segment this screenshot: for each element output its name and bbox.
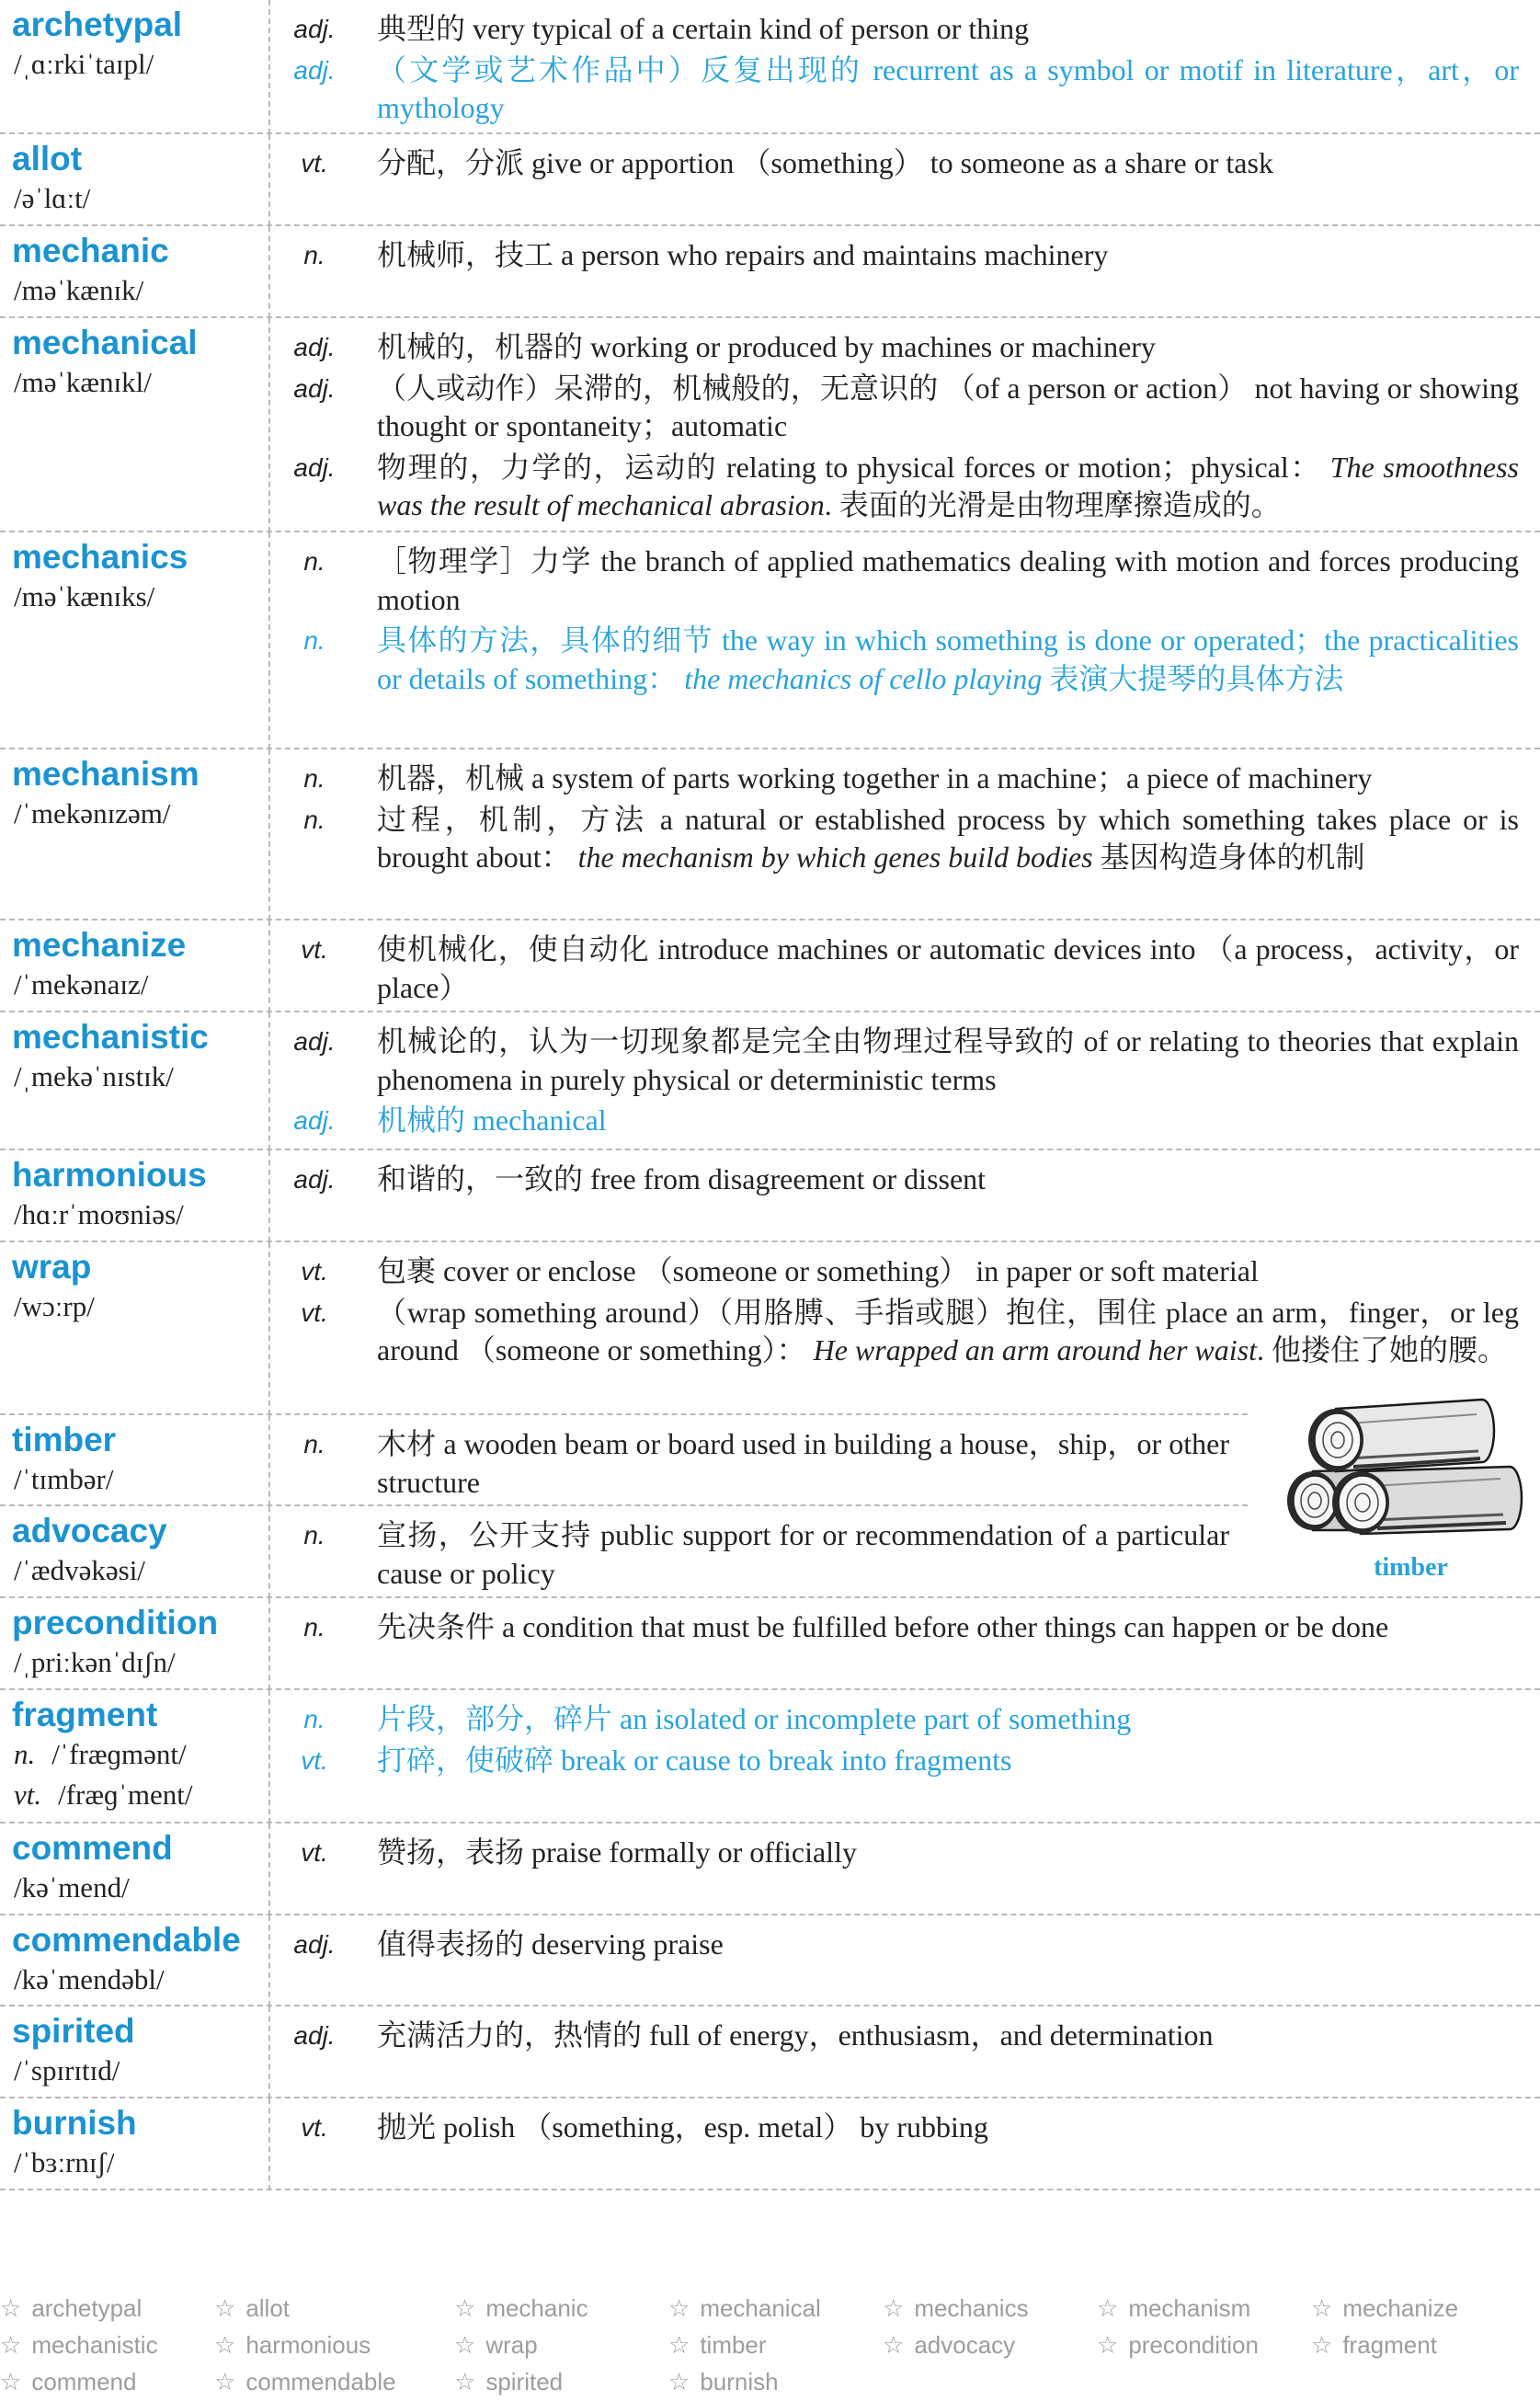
headword-cell	[0, 226, 270, 318]
definition-text: 先决条件 a condition that must be fulfilled before other things can happen or be done	[377, 1610, 1389, 1643]
part-of-speech: n.	[303, 1613, 325, 1641]
sense	[279, 1700, 1519, 1739]
definition-text: 抛光 polish （something，esp. metal） by rubbing	[377, 2110, 988, 2144]
star-icon	[454, 2294, 485, 2322]
entry-precondition	[0, 1598, 1540, 1690]
star-icon	[454, 2331, 485, 2359]
sense	[279, 449, 1519, 525]
definition-text: （wrap something around）（用胳膊、手指或腿）抱住，围住 place an arm，finger，or leg around （someone or something）：	[377, 1295, 1519, 1366]
definition	[377, 1102, 1519, 1140]
definition-text: 机械的 mechanical	[377, 1103, 607, 1137]
pronunciation-ipa: /ˌmekəˈnɪstɪk/	[14, 1060, 174, 1092]
word-list-word: mechanize	[1342, 2294, 1459, 2322]
word-list-item	[1311, 2327, 1540, 2363]
sense	[279, 2109, 1519, 2147]
sense	[279, 1608, 1519, 1647]
example-sentence: The smoothness was the result of mechanical abrasion	[377, 450, 1519, 521]
headword-cell	[0, 318, 270, 532]
word-list-word: allot	[245, 2294, 291, 2322]
headword-cell	[0, 1506, 270, 1598]
pronunciation-pos: n.	[14, 1738, 36, 1770]
sense	[279, 1834, 1519, 1872]
part-of-speech: vt.	[301, 1745, 328, 1775]
definition	[377, 449, 1519, 525]
definition	[377, 1926, 1519, 1964]
headword: mechanical	[12, 324, 198, 361]
pronunciation	[12, 1459, 268, 1500]
entry-mechanism	[0, 749, 1540, 920]
sense	[279, 1294, 1519, 1370]
pronunciation-ipa: /kəˈmend/	[14, 1871, 130, 1904]
entry-mechanize	[0, 920, 1540, 1012]
pronunciation	[12, 2051, 268, 2091]
part-of-speech: vt.	[301, 1838, 328, 1867]
word-list-item	[1311, 2290, 1540, 2327]
sense-list	[270, 920, 1540, 1012]
headword: commend	[12, 1829, 173, 1867]
definition-text: 和谐的，一致的 free from disagreement or dissent	[377, 1162, 987, 1195]
pronunciation-ipa: /ˈmekənɪzəm/	[14, 797, 171, 829]
sense	[279, 1160, 1519, 1199]
definition-text: 具体的方法，具体的细节 the way in which something is done or operated；the practicalities or details of something：	[377, 623, 1519, 695]
pronunciation-ipa: /məˈkænɪk/	[14, 274, 144, 306]
sense-list	[270, 134, 1540, 226]
word-list-item	[214, 2363, 454, 2400]
headword: mechanics	[12, 538, 188, 576]
pronunciation-ipa: /ˌɑːrkiˈtaɪpl/	[14, 48, 154, 80]
word-list-item	[883, 2290, 1097, 2327]
part-of-speech: n.	[303, 547, 325, 576]
sense-list	[270, 226, 1540, 318]
definition-text: 过程，机制，方法 a natural or established process by which something takes place or is brought about：	[377, 802, 1519, 874]
sense-list	[270, 2007, 1540, 2098]
sense-list	[270, 532, 1540, 749]
pronunciation	[12, 2143, 268, 2183]
entry-harmonious	[0, 1150, 1540, 1242]
headword: mechanism	[12, 755, 200, 793]
part-of-speech: n.	[303, 764, 325, 793]
pronunciation	[12, 44, 268, 85]
sense-list	[270, 749, 1540, 920]
definition	[377, 1294, 1519, 1370]
pronunciation-ipa: /ˈmekənaɪz/	[14, 968, 149, 1000]
star-icon	[1097, 2294, 1128, 2322]
sense	[279, 931, 1519, 1007]
star-icon	[1097, 2331, 1128, 2359]
star-icon	[668, 2368, 700, 2395]
example-sentence: the mechanics of cello playing	[684, 661, 1043, 695]
headword-cell	[0, 134, 270, 226]
pronunciation-ipa: /ˈfræɡmənt/	[51, 1738, 187, 1770]
entry-burnish	[0, 2098, 1540, 2190]
headword: allot	[12, 140, 83, 177]
pronunciation	[12, 1960, 268, 2000]
sense	[279, 1023, 1519, 1099]
definition-text: ［物理学］力学 the branch of applied mathematics dealing with motion and forces producing motion	[377, 544, 1519, 616]
word-list-word: archetypal	[31, 2294, 143, 2322]
star-icon	[883, 2294, 914, 2322]
word-list-item	[0, 2290, 214, 2327]
word-review-list	[0, 2290, 1540, 2400]
pronunciation	[12, 1734, 268, 1775]
entry-commendable	[0, 1915, 1540, 2007]
word-list-word: harmonious	[245, 2331, 371, 2359]
entry-mechanics	[0, 532, 1540, 749]
headword: burnish	[12, 2104, 137, 2142]
word-list-word: commendable	[245, 2368, 396, 2395]
word-list-item	[454, 2290, 668, 2327]
star-icon	[214, 2368, 245, 2395]
definition-text: 机器，机械 a system of parts working together in a machine；a piece of machinery	[377, 761, 1373, 795]
part-of-speech: adj.	[293, 452, 336, 482]
star-icon	[0, 2294, 31, 2322]
definition	[377, 236, 1519, 275]
pronunciation	[12, 1775, 268, 1815]
word-list-item	[0, 2363, 214, 2400]
definition-text: 机械师，技工 a person who repairs and maintains machinery	[377, 238, 1109, 271]
part-of-speech: n.	[303, 626, 325, 655]
star-icon	[214, 2331, 245, 2359]
definition	[377, 2017, 1519, 2055]
headword-cell	[0, 1150, 270, 1242]
word-list-item	[214, 2327, 454, 2363]
headword: advocacy	[12, 1512, 167, 1549]
headword-cell	[0, 1690, 270, 1824]
sense-list	[270, 1242, 1540, 1415]
sense-list	[270, 2098, 1540, 2190]
word-list-item	[454, 2327, 668, 2363]
example-sentence: the mechanism by which genes build bodies	[577, 840, 1093, 874]
part-of-speech: n.	[303, 1705, 325, 1733]
part-of-speech: adj.	[293, 1930, 336, 1959]
headword-cell	[0, 749, 270, 920]
sense	[279, 1926, 1519, 1964]
sense	[279, 2017, 1519, 2055]
headword: spirited	[12, 2012, 135, 2050]
pronunciation-ipa: /məˈkænɪkl/	[14, 366, 152, 398]
star-icon	[214, 2294, 245, 2322]
sense-list	[270, 318, 1540, 532]
pronunciation	[12, 577, 268, 617]
entry-mechanical	[0, 318, 1540, 532]
word-list-word: commend	[31, 2368, 137, 2395]
pronunciation-ipa: /ˈspɪrɪtɪd/	[14, 2054, 120, 2087]
headword-cell	[0, 1598, 270, 1690]
pronunciation	[12, 794, 268, 834]
entry-mechanistic	[0, 1012, 1540, 1150]
part-of-speech: n.	[303, 241, 325, 269]
star-icon	[454, 2368, 485, 2395]
headword: mechanize	[12, 926, 187, 964]
pronunciation	[12, 1868, 268, 1908]
part-of-speech: adj.	[293, 15, 336, 43]
definition-text: . 他搂住了她的腰。	[1256, 1333, 1507, 1366]
headword-cell	[0, 1242, 270, 1415]
sense	[279, 144, 1519, 183]
definition-text: 包裹 cover or enclose （someone or something） in paper or soft material	[377, 1254, 1259, 1287]
pronunciation-ipa: /ˈædvəkəsi/	[14, 1554, 145, 1586]
part-of-speech: n.	[303, 805, 325, 834]
definition-text: 机械的，机器的 working or produced by machines or machinery	[377, 330, 1156, 363]
headword-cell	[0, 2098, 270, 2190]
word-list-word: burnish	[700, 2368, 779, 2395]
word-list-word: mechanism	[1128, 2294, 1251, 2322]
part-of-speech: adj.	[293, 1165, 336, 1194]
word-list-item	[668, 2290, 883, 2327]
pronunciation	[12, 1286, 268, 1327]
part-of-speech: adj.	[293, 1027, 336, 1056]
definition-text: （人或动作）呆滞的，机械般的，无意识的 （of a person or action） not having or showing thought or spontaneity；automatic	[377, 371, 1519, 442]
part-of-speech: vt.	[301, 935, 328, 964]
headword: precondition	[12, 1604, 219, 1641]
definition	[377, 622, 1519, 698]
sense	[279, 370, 1519, 446]
part-of-speech: vt.	[301, 2113, 328, 2142]
star-icon	[1311, 2331, 1342, 2359]
word-list-item	[1097, 2290, 1311, 2327]
sense	[279, 543, 1519, 619]
definition-text: 机械论的，认为一切现象都是完全由物理过程导致的 of or relating to theories that explain phenomena in purely physical or deterministic terms	[377, 1024, 1519, 1096]
word-list-word: fragment	[1342, 2331, 1437, 2359]
word-list-item	[214, 2290, 454, 2327]
sense	[279, 760, 1519, 798]
sense-list	[270, 1598, 1540, 1690]
sense	[279, 1102, 1519, 1140]
headword-cell	[0, 532, 270, 749]
headword-cell	[0, 2007, 270, 2098]
definition-text: 典型的 very typical of a certain kind of person or thing	[377, 12, 1030, 45]
pronunciation	[12, 362, 268, 403]
star-icon	[0, 2331, 31, 2359]
part-of-speech: vt.	[301, 149, 328, 177]
word-list-word: mechanic	[485, 2294, 588, 2322]
definition	[377, 1425, 1229, 1502]
pronunciation	[12, 270, 268, 311]
sense	[279, 801, 1519, 877]
part-of-speech: adj.	[293, 2021, 336, 2050]
word-list-word: spirited	[485, 2368, 564, 2395]
definition	[377, 144, 1519, 183]
definition	[377, 1023, 1519, 1099]
part-of-speech: vt.	[301, 1257, 328, 1286]
definition	[377, 931, 1519, 1007]
sense-list	[270, 1690, 1540, 1824]
star-icon	[883, 2331, 914, 2359]
definition-text: 使机械化，使自动化 introduce machines or automatic devices into （a process，activity，or place）	[377, 932, 1519, 1004]
definition	[377, 328, 1519, 367]
definition-text: 值得表扬的 deserving praise	[377, 1927, 724, 1961]
definition	[377, 1700, 1519, 1739]
definition-text: 打碎，使破碎 break or cause to break into fragments	[377, 1743, 1012, 1777]
pronunciation-ipa: /ˌpriːkənˈdɪʃn/	[14, 1646, 176, 1678]
part-of-speech: adj.	[293, 373, 336, 403]
part-of-speech: adj.	[293, 55, 336, 85]
star-icon	[1311, 2294, 1342, 2322]
pronunciation-ipa: /hɑːrˈmoʊniəs/	[14, 1198, 184, 1230]
word-list-word: timber	[700, 2331, 767, 2359]
word-list-word: wrap	[485, 2331, 538, 2359]
definition	[377, 760, 1519, 798]
headword: fragment	[12, 1696, 158, 1733]
star-icon	[0, 2368, 31, 2395]
headword-cell	[0, 1012, 270, 1150]
headword: wrap	[12, 1248, 92, 1286]
star-icon	[668, 2294, 700, 2322]
sense	[279, 236, 1519, 275]
part-of-speech: adj.	[293, 333, 336, 361]
definition	[377, 370, 1519, 446]
definition-text: . 表面的光滑是由物理摩擦造成的。	[824, 488, 1281, 521]
definition-text: 充满活力的，热情的 full of energy，enthusiasm，and determination	[377, 2018, 1214, 2052]
pronunciation-ipa: /wɔːrp/	[14, 1290, 95, 1322]
definition-text: 分配，分派 give or apportion （something） to someone as a share or task	[377, 146, 1273, 179]
sense	[279, 1252, 1519, 1291]
definition-text: 木材 a wooden beam or board used in building a house，ship，or other structure	[377, 1427, 1229, 1499]
definition	[377, 1742, 1519, 1780]
headword: timber	[12, 1421, 117, 1458]
entry-archetypal	[0, 0, 1540, 134]
part-of-speech: n.	[303, 1521, 325, 1549]
headword-cell	[0, 920, 270, 1012]
entry-wrap	[0, 1242, 1540, 1415]
word-list-item	[883, 2327, 1097, 2363]
entry-fragment	[0, 1690, 1540, 1824]
headword: harmonious	[12, 1156, 207, 1194]
pronunciation-ipa: /ˈbɜːrnɪʃ/	[14, 2146, 115, 2178]
definition	[377, 2109, 1519, 2147]
entry-mechanic	[0, 226, 1540, 318]
sense-list	[270, 1012, 1540, 1150]
headword: mechanic	[12, 232, 169, 269]
headword-cell	[0, 1915, 270, 2007]
pronunciation	[12, 1195, 268, 1235]
definition	[377, 1252, 1519, 1291]
definition-text: 基因构造身体的机制	[1092, 840, 1365, 874]
illustration-caption: timber	[1374, 1553, 1448, 1582]
word-list-word: precondition	[1128, 2331, 1259, 2359]
sense	[279, 1742, 1519, 1780]
word-list-word: mechanical	[700, 2294, 821, 2322]
word-list-item	[0, 2327, 214, 2363]
entry-commend	[0, 1824, 1540, 1915]
pronunciation-ipa: /əˈlɑːt/	[14, 182, 91, 214]
word-list-word: advocacy	[914, 2331, 1016, 2359]
pronunciation	[12, 1550, 268, 1591]
definition	[377, 1608, 1519, 1647]
pronunciation-pos: vt.	[14, 1778, 42, 1811]
part-of-speech: vt.	[301, 1298, 328, 1327]
headword-cell	[0, 1824, 270, 1915]
pronunciation-ipa: /ˈtɪmbər/	[14, 1463, 114, 1495]
headword-cell	[0, 1415, 270, 1506]
word-list-item	[1097, 2327, 1311, 2363]
headword-cell	[0, 0, 270, 134]
part-of-speech: adj.	[293, 1106, 336, 1135]
star-icon	[668, 2331, 700, 2359]
definition-text: （文学或艺术作品中）反复出现的 recurrent as a symbol or motif in literature，art，or mythology	[377, 52, 1519, 124]
word-list-item	[454, 2363, 668, 2400]
sense	[279, 10, 1519, 49]
part-of-speech: n.	[303, 1430, 325, 1458]
definition	[377, 1516, 1229, 1593]
word-list-item	[668, 2363, 883, 2400]
pronunciation	[12, 965, 268, 1005]
word-list-word: mechanistic	[31, 2331, 158, 2359]
pronunciation-ipa: /kəˈmendəbl/	[14, 1963, 165, 1995]
definition-text: 物理的，力学的，运动的 relating to physical forces or motion；physical：	[377, 450, 1330, 484]
sense-list	[270, 0, 1540, 134]
pronunciation	[12, 178, 268, 219]
example-sentence: He wrapped an arm around her waist	[813, 1333, 1257, 1366]
headword: commendable	[12, 1921, 241, 1959]
headword: mechanistic	[12, 1018, 209, 1056]
definition	[377, 51, 1519, 128]
sense	[279, 328, 1519, 367]
definition-text: 宣扬，公开支持 public support for or recommendation of a particular cause or policy	[377, 1518, 1229, 1590]
sense	[279, 622, 1519, 698]
entry-spirited	[0, 2007, 1540, 2098]
headword: archetypal	[12, 6, 183, 43]
definition	[377, 801, 1519, 877]
word-list-item	[668, 2327, 883, 2363]
pronunciation-ipa: /məˈkænɪks/	[14, 580, 155, 612]
timber-logs-icon	[1269, 1394, 1531, 1550]
definition-text: 表演大提琴的具体方法	[1042, 661, 1344, 695]
definition-text: 赞扬，表扬 praise formally or officially	[377, 1835, 857, 1869]
definition	[377, 1834, 1519, 1872]
definition-text: 片段，部分，碎片 an isolated or incomplete part of something	[377, 1702, 1132, 1735]
pronunciation-ipa: /fræɡˈment/	[58, 1778, 193, 1811]
timber-illustration	[1269, 1394, 1531, 1584]
pronunciation	[12, 1642, 268, 1683]
definition	[377, 10, 1519, 49]
sense	[279, 51, 1519, 128]
entry-allot	[0, 134, 1540, 226]
word-list-word: mechanics	[914, 2294, 1029, 2322]
sense-list	[270, 1915, 1540, 2007]
definition	[377, 1160, 1519, 1199]
pronunciation	[12, 1057, 268, 1097]
sense-list	[270, 1824, 1540, 1915]
sense-list	[270, 1150, 1540, 1242]
definition	[377, 543, 1519, 619]
